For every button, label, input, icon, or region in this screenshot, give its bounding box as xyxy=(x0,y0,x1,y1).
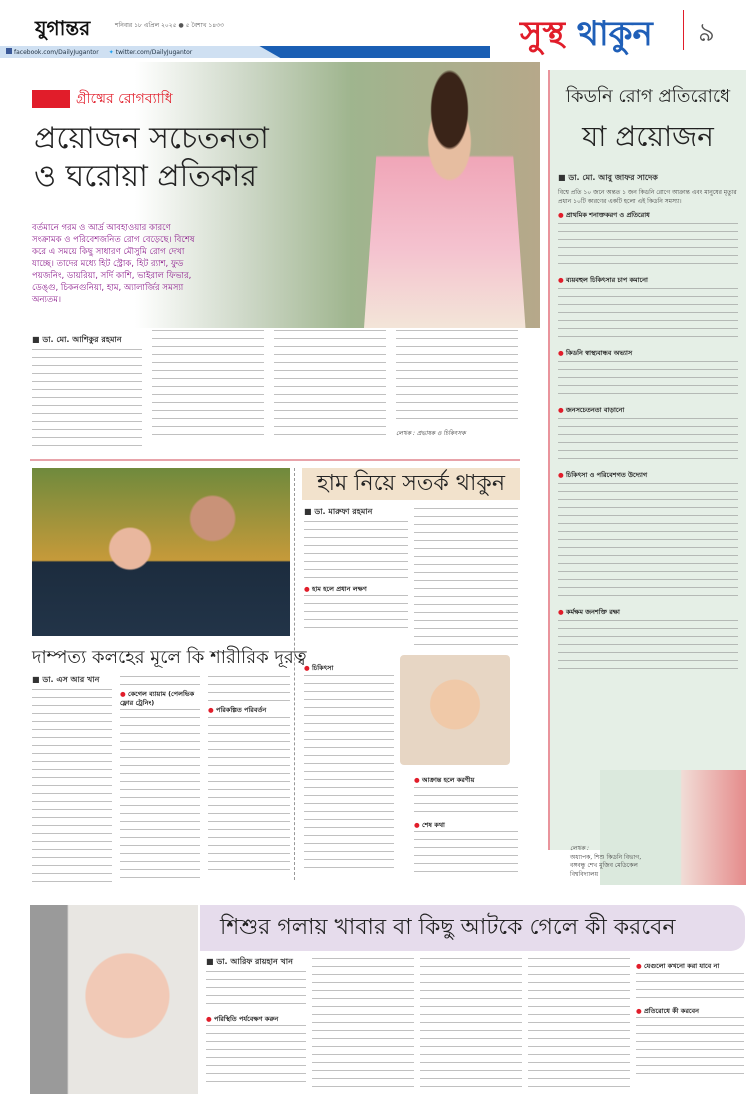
measles-body xyxy=(304,675,394,875)
child-rash-photo xyxy=(400,655,510,765)
kidney-subhead: ● চিকিৎসা ও পরিবেশগত উদ্যোগ xyxy=(558,470,738,481)
page-separator xyxy=(683,10,684,50)
lead-body-text xyxy=(32,349,142,449)
lead-col-3 xyxy=(274,330,386,442)
choking-subhead: ● যেগুলো কখনো করা যাবে না xyxy=(636,962,744,971)
choking-body xyxy=(206,971,306,1011)
marital-body xyxy=(32,689,112,884)
measles-body xyxy=(414,508,518,648)
lead-byline: ■ ডা. মো. আশিকুর রহমান xyxy=(32,336,142,345)
choking-body xyxy=(636,973,744,1003)
kidney-body xyxy=(558,288,738,344)
lead-writer: লেখক : প্রভাষক ও চিকিৎসক xyxy=(396,430,466,437)
kidney-subhead: ● ব্যয়বহুল চিকিৎসার চাপ কমানো xyxy=(558,275,738,286)
kidney-headline-2: যা প্রয়োজন xyxy=(582,120,714,153)
kidney-headline-1: কিডনি রোগ প্রতিরোধে xyxy=(565,86,731,107)
facebook-icon xyxy=(6,48,12,54)
choking-col-2 xyxy=(312,958,414,1094)
writer-text: অধ্যাপক, শিশু কিডনি বিভাগ, বঙ্গবন্ধু শেখ মুজিব মেডিকেল বিশ্ববিদ্যালয় xyxy=(570,853,642,878)
kidney-body xyxy=(558,223,738,271)
kidney-body xyxy=(558,361,738,401)
marital-headline: দাম্পত্য কলহের মূলে কি শারীরিক দূরত্ব xyxy=(32,647,307,668)
kidney-byline: ■ ডা. মো. আবু জাফর সাদেক xyxy=(558,172,738,185)
writer-label: লেখক : xyxy=(570,845,589,852)
kidney-subhead: ● প্রাথমিক শনাক্তকরণ ও প্রতিরোধ xyxy=(558,210,738,221)
headline-line2: ও ঘরোয়া প্রতিকার xyxy=(34,159,257,194)
section-title-part1: সুস্থ xyxy=(520,14,565,54)
newspaper-logo: যুগান্তর xyxy=(35,16,91,40)
measles-byline: ■ ডা. মারুফা রহমান xyxy=(304,508,408,517)
marital-body xyxy=(208,676,290,702)
kidney-box xyxy=(548,70,746,850)
measles-subhead: ● চিকিৎসা xyxy=(304,664,394,673)
baby-photo xyxy=(30,905,198,1094)
kidney-body xyxy=(558,418,738,466)
choking-col-5 xyxy=(636,958,744,1077)
lead-kicker xyxy=(32,87,173,111)
choking-body xyxy=(636,1017,744,1077)
measles-subhead: ● শেষ কথা xyxy=(414,821,518,830)
section-title xyxy=(520,8,653,65)
page-number: ৯ xyxy=(698,18,715,48)
column-separator xyxy=(294,468,295,880)
marital-col-1 xyxy=(32,676,112,884)
kicker-text: গ্রীষ্মের রোগব্যাধি xyxy=(76,91,173,107)
measles-col-2 xyxy=(414,508,518,648)
facebook-link[interactable] xyxy=(6,48,99,56)
marital-body xyxy=(208,717,290,877)
marital-col-2 xyxy=(120,676,200,879)
marital-byline: ■ ডা. এস আর খান xyxy=(32,676,112,685)
lead-col-2 xyxy=(152,330,264,442)
kidney-body xyxy=(558,483,738,603)
choking-headline: শিশুর গলায় খাবার বা কিছু আটকে গেলে কী করবেন xyxy=(220,915,676,940)
kidney-subhead: ● কর্মক্ষম জনশক্তি রক্ষা xyxy=(558,607,738,618)
choking-col-4 xyxy=(528,958,630,1094)
measles-col-1b xyxy=(304,660,394,875)
choking-col-3 xyxy=(420,958,522,1094)
marital-body xyxy=(120,709,200,879)
measles-body xyxy=(304,595,408,635)
measles-body xyxy=(414,787,518,817)
kidney-subhead: ● কিডনি স্বাস্থ্যবান্ধব অভ্যাস xyxy=(558,348,738,359)
kidney-subhead: ● জনসচেতনতা বাড়ানো xyxy=(558,405,738,416)
twitter-link[interactable] xyxy=(109,49,193,56)
headline-line1: প্রয়োজন সচেতনতা xyxy=(34,121,269,156)
measles-body xyxy=(304,521,408,581)
section-title-part2: থাকুন xyxy=(576,14,653,54)
measles-col-2b xyxy=(414,772,518,875)
lead-col-4 xyxy=(396,330,518,439)
lead-intro: বর্তমানে গরম ও আর্দ্র আবহাওয়ার কারণে সংক্রামক ও পরিবেশজনিত রোগ বেড়েছে। বিশেষ করে এ সময়ে কিছু সাধারণ মৌসুমি রোগ দেখা যাচ্ছে। তাদের মধ্যে হিট স্ট্রোক, হিট র‍্যাশ, ফুড পয়জনিং, ডায়রিয়া, সর্দি কাশি, ভাইরাল ফিভার, ডেঙ্গু, চিকনগুনিয়া, হাম, অ্যালার্জির সমস্যা অন্যতম। xyxy=(32,223,195,305)
kidney-body xyxy=(558,620,738,676)
kicker-red-box xyxy=(32,90,70,108)
section-divider xyxy=(30,459,520,461)
lead-headline xyxy=(34,120,269,196)
choking-body xyxy=(206,1025,306,1085)
facebook-url: facebook.com/DailyJugantor xyxy=(14,49,99,56)
marital-subhead: ● কেগেল ব্যায়াম (পেলভিক ফ্লোর ট্রেনিং) xyxy=(120,690,200,707)
measles-col-1 xyxy=(304,508,408,635)
choking-subhead: ● পরিস্থিতি পর্যবেক্ষণ করুন xyxy=(206,1015,306,1024)
twitter-icon: ✦ xyxy=(108,48,114,56)
marital-col-3 xyxy=(208,676,290,877)
marital-body xyxy=(120,676,200,686)
choking-col-1 xyxy=(206,958,306,1085)
measles-body xyxy=(414,831,518,875)
issue-date: শনিবার ১৮ এপ্রিল ২০২৫ ● ৫ বৈশাখ ১৪৩৩ xyxy=(115,22,224,29)
twitter-url: twitter.com/DailyJugantor xyxy=(115,48,193,56)
choking-subhead: ● প্রতিরোধে কী করবেন xyxy=(636,1007,744,1016)
kidney-intro: বিশ্বে প্রতি ১০ জনে অন্তত ১ জন কিডনি রোগে আক্রান্ত এবং মানুষের মৃত্যুর প্রধান ১০টি কারণের একটি হলো এই কিডনি সমস্যা। xyxy=(558,189,737,205)
kidney-writer xyxy=(570,845,650,879)
lead-body-text xyxy=(396,330,518,426)
measles-subhead: ● আক্রান্ত হলে করণীয় xyxy=(414,776,518,785)
measles-subhead: ● হাম হলে প্রধান লক্ষণ xyxy=(304,585,408,594)
measles-headline: হাম নিয়ে সতর্ক থাকুন xyxy=(302,468,520,500)
choking-byline: ■ ডা. আরিফ রায়হান খান xyxy=(206,958,306,967)
couple-photo xyxy=(32,468,290,636)
lead-col-1 xyxy=(32,336,142,449)
marital-subhead: ● পরিকল্পিত পরিবর্তন xyxy=(208,706,290,715)
